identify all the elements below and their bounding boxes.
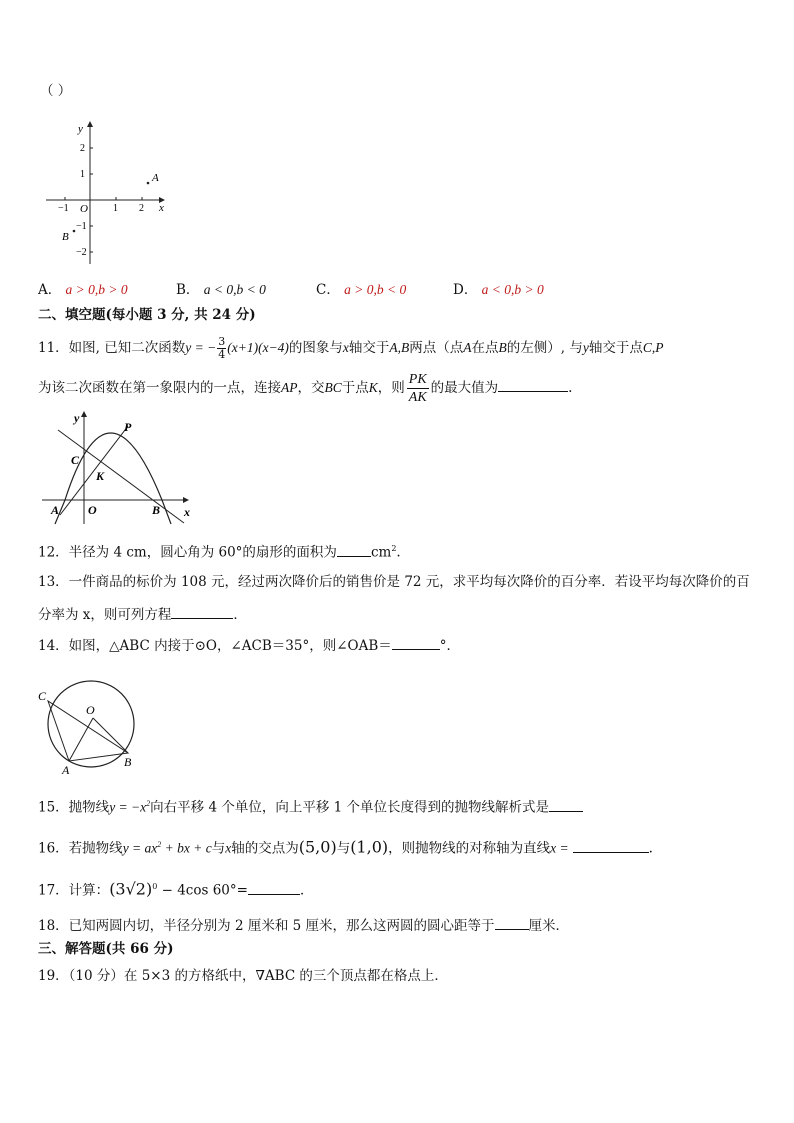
- q15-answer-blank[interactable]: [549, 797, 583, 812]
- svg-text:B: B: [152, 503, 161, 517]
- svg-text:K: K: [96, 469, 105, 483]
- option-d-letter: D．: [453, 282, 478, 298]
- x-tick-neg1: −1: [58, 203, 69, 214]
- svg-text:P: P: [124, 420, 132, 434]
- svg-text:x: x: [184, 505, 190, 519]
- option-d: [453, 281, 544, 299]
- option-a: [38, 281, 128, 299]
- x-tick-2: 2: [139, 203, 144, 214]
- q11-answer-blank[interactable]: [498, 377, 568, 392]
- point-a-dot: [147, 182, 150, 185]
- q17: 17．计算：$(3√2)^0 - 4\cos$ 60°= ．: [38, 879, 314, 899]
- svg-text:y: y: [74, 411, 80, 425]
- section-3-heading: 三、解答题(共 66 分): [38, 941, 174, 957]
- q11-fraction: $\frac{3}{4}$: [218, 335, 226, 361]
- point-a-label: A: [152, 172, 159, 184]
- q10-coordinate-graph: [38, 118, 170, 268]
- q18-answer-blank[interactable]: [495, 915, 529, 930]
- y-tick-neg2: −2: [76, 247, 87, 258]
- option-c-math: a > 0,b < 0: [344, 282, 407, 297]
- svg-text:C: C: [38, 689, 47, 703]
- y-tick-2: 2: [80, 143, 85, 154]
- y-tick-1: 1: [80, 169, 85, 180]
- q16-answer-blank[interactable]: [573, 838, 649, 853]
- option-d-math: a < 0,b > 0: [481, 282, 544, 297]
- q11-func-left: y = −: [185, 340, 217, 355]
- svg-text:O: O: [88, 503, 97, 517]
- q12-answer-blank[interactable]: [337, 542, 371, 557]
- q11-pk-ak-fraction: $\frac{PK}{AK}$: [408, 372, 427, 405]
- point-b-label: B: [62, 231, 69, 243]
- x-axis-label: x: [159, 202, 164, 214]
- q12: 12．半径为 4 cm，圆心角为 60°的扇形的面积为 $cm^2$.: [38, 540, 401, 562]
- q18: 18．已知两圆内切，半径分别为 2 厘米和 5 厘米，那么这两圆的圆心距等于 厘米．: [38, 915, 569, 935]
- option-b-letter: B．: [176, 282, 200, 298]
- option-a-letter: A．: [38, 282, 62, 298]
- q15: 15．抛物线$y = -x^2$向右平移 4 个单位，向上平移 1 个单位长度得到的抛物线解析式是: [38, 795, 583, 817]
- q14-circle-figure: [34, 680, 144, 776]
- svg-text:O: O: [86, 703, 95, 717]
- line-bc: [58, 430, 184, 523]
- svg-text:A: A: [51, 503, 60, 517]
- option-b: [176, 281, 266, 299]
- x-tick-1: 1: [113, 203, 118, 214]
- q13-answer-blank[interactable]: [171, 604, 233, 619]
- answer-parentheses: （ ）: [40, 83, 72, 99]
- y-tick-neg1: −1: [76, 221, 87, 232]
- y-axis-label: y: [78, 123, 83, 135]
- q11-text: 11．如图, 已知二次函数: [38, 340, 186, 356]
- option-c: [316, 281, 406, 299]
- svg-text:B: B: [124, 755, 132, 769]
- option-c-letter: C．: [316, 282, 340, 298]
- q14: 14．如图，△ABC 内接于⊙O，∠ACB＝35°，则∠OAB＝ °．: [38, 635, 460, 655]
- point-b-dot: [73, 230, 76, 233]
- q13-line-1: 13．一件商品的标价为 108 元，经过两次降价后的销售价是 72 元，求平均每次降价的百分率．若设平均每次降价的百: [38, 574, 750, 590]
- option-b-math: a < 0,b < 0: [203, 282, 266, 297]
- option-a-math: a > 0,b > 0: [65, 282, 128, 297]
- q11-line-2: 为该二次函数在第一象限内的一点，连接AP，交BC于点K，则 $\frac{PK}{AK}$ 的最大值为 .: [38, 372, 573, 405]
- section-2-heading: 二、填空题(每小题 3 分, 共 24 分): [38, 307, 256, 323]
- q19: 19．（10 分）在 5×3 的方格纸中，∇ABC 的三个顶点都在格点上．: [38, 968, 448, 984]
- q11-func-right: (x+1)(x−4): [227, 340, 289, 355]
- q16: 16．若抛物线$y = ax^2$ + bx + c与x轴的交点为(5,0)与(1,0)，则抛物线的对称轴为直线x = .: [38, 837, 653, 857]
- svg-text:C: C: [71, 453, 80, 467]
- svg-text:A: A: [62, 763, 70, 776]
- q17-answer-blank[interactable]: [248, 880, 300, 895]
- q11-parabola-figure: [38, 408, 198, 526]
- q11-line-1: 11．如图, 已知二次函数y = − $\frac{3}{4}$ (x+1)(x−4)的图象与x轴交于A,B两点（点A在点B的左侧）, 与y轴交于点C,P: [38, 335, 664, 361]
- q13-line-2: 分率为 x，则可列方程 ．: [38, 604, 247, 624]
- origin-label: O: [80, 203, 88, 215]
- q14-answer-blank[interactable]: [392, 635, 440, 650]
